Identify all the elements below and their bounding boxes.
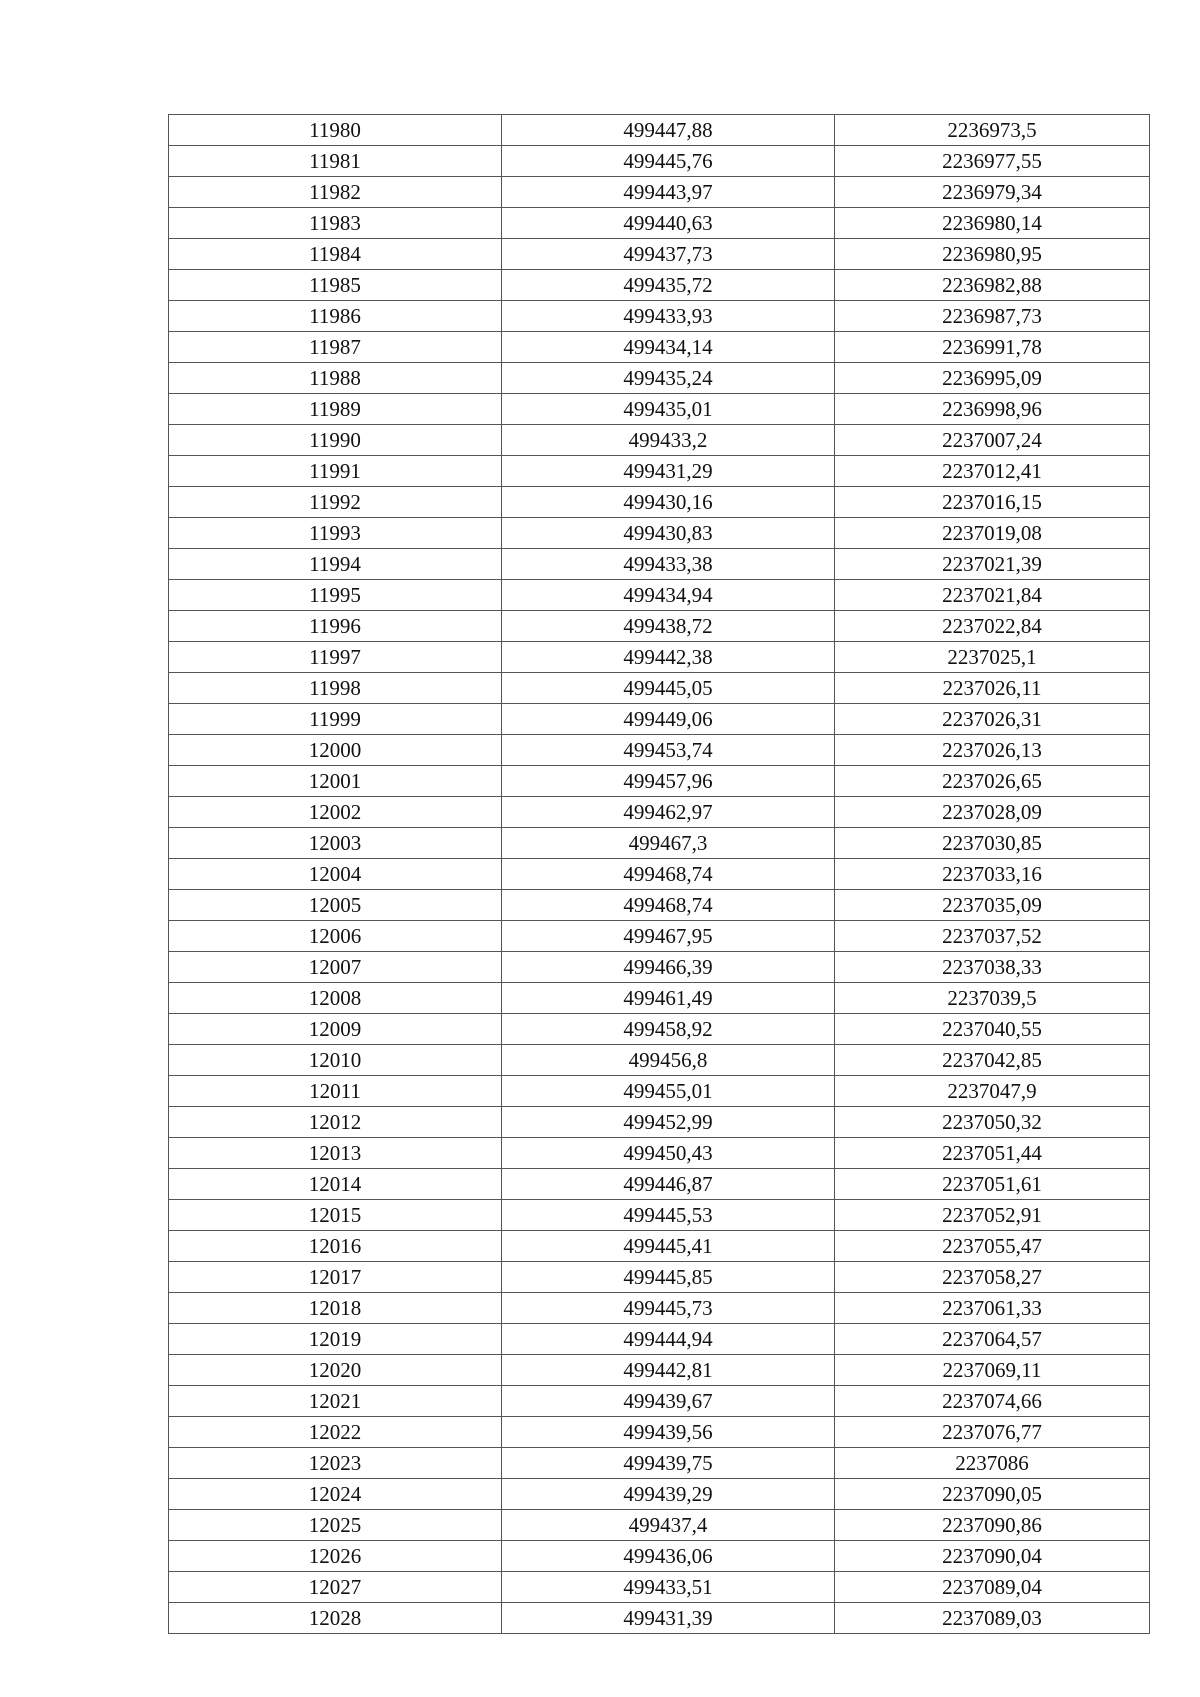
y-coordinate-cell: 2237086 (835, 1448, 1150, 1479)
table-row (169, 704, 1150, 735)
y-coordinate-cell: 2237026,65 (835, 766, 1150, 797)
table-row (169, 1448, 1150, 1479)
point-number-cell: 11982 (169, 177, 502, 208)
point-number-cell: 12012 (169, 1107, 502, 1138)
x-coordinate-cell: 499434,14 (502, 332, 835, 363)
table-row (169, 1603, 1150, 1634)
table-row (169, 952, 1150, 983)
y-coordinate-cell: 2236987,73 (835, 301, 1150, 332)
x-coordinate-cell: 499434,94 (502, 580, 835, 611)
x-coordinate-cell: 499438,72 (502, 611, 835, 642)
table-row (169, 1200, 1150, 1231)
y-coordinate-cell: 2237038,33 (835, 952, 1150, 983)
x-coordinate-cell: 499455,01 (502, 1076, 835, 1107)
x-coordinate-cell: 499468,74 (502, 859, 835, 890)
y-coordinate-cell: 2237030,85 (835, 828, 1150, 859)
x-coordinate-cell: 499442,38 (502, 642, 835, 673)
point-number-cell: 11990 (169, 425, 502, 456)
x-coordinate-cell: 499439,29 (502, 1479, 835, 1510)
table-row (169, 394, 1150, 425)
point-number-cell: 11981 (169, 146, 502, 177)
table-row (169, 890, 1150, 921)
table-row (169, 580, 1150, 611)
table-row (169, 177, 1150, 208)
table-row (169, 301, 1150, 332)
table-row (169, 1045, 1150, 1076)
y-coordinate-cell: 2237026,11 (835, 673, 1150, 704)
table-row (169, 1355, 1150, 1386)
table-row (169, 828, 1150, 859)
y-coordinate-cell: 2237026,31 (835, 704, 1150, 735)
point-number-cell: 11993 (169, 518, 502, 549)
point-number-cell: 11986 (169, 301, 502, 332)
x-coordinate-cell: 499445,85 (502, 1262, 835, 1293)
x-coordinate-cell: 499431,39 (502, 1603, 835, 1634)
point-number-cell: 11997 (169, 642, 502, 673)
y-coordinate-cell: 2237026,13 (835, 735, 1150, 766)
table-row (169, 1107, 1150, 1138)
x-coordinate-cell: 499446,87 (502, 1169, 835, 1200)
y-coordinate-cell: 2237055,47 (835, 1231, 1150, 1262)
y-coordinate-cell: 2236991,78 (835, 332, 1150, 363)
y-coordinate-cell: 2237069,11 (835, 1355, 1150, 1386)
y-coordinate-cell: 2236980,14 (835, 208, 1150, 239)
table-row (169, 983, 1150, 1014)
x-coordinate-cell: 499456,8 (502, 1045, 835, 1076)
x-coordinate-cell: 499452,99 (502, 1107, 835, 1138)
point-number-cell: 12009 (169, 1014, 502, 1045)
point-number-cell: 12000 (169, 735, 502, 766)
x-coordinate-cell: 499444,94 (502, 1324, 835, 1355)
point-number-cell: 11994 (169, 549, 502, 580)
point-number-cell: 12013 (169, 1138, 502, 1169)
table-row (169, 1417, 1150, 1448)
y-coordinate-cell: 2237074,66 (835, 1386, 1150, 1417)
y-coordinate-cell: 2237033,16 (835, 859, 1150, 890)
point-number-cell: 11991 (169, 456, 502, 487)
y-coordinate-cell: 2237025,1 (835, 642, 1150, 673)
x-coordinate-cell: 499433,38 (502, 549, 835, 580)
table-row (169, 859, 1150, 890)
y-coordinate-cell: 2237037,52 (835, 921, 1150, 952)
x-coordinate-cell: 499445,73 (502, 1293, 835, 1324)
table-row (169, 1169, 1150, 1200)
y-coordinate-cell: 2237064,57 (835, 1324, 1150, 1355)
y-coordinate-cell: 2237090,86 (835, 1510, 1150, 1541)
y-coordinate-cell: 2237090,05 (835, 1479, 1150, 1510)
point-number-cell: 12027 (169, 1572, 502, 1603)
point-number-cell: 12016 (169, 1231, 502, 1262)
table-row (169, 1386, 1150, 1417)
table-row (169, 1541, 1150, 1572)
y-coordinate-cell: 2237089,04 (835, 1572, 1150, 1603)
table-row (169, 332, 1150, 363)
y-coordinate-cell: 2237058,27 (835, 1262, 1150, 1293)
point-number-cell: 11987 (169, 332, 502, 363)
point-number-cell: 12022 (169, 1417, 502, 1448)
y-coordinate-cell: 2236982,88 (835, 270, 1150, 301)
point-number-cell: 12017 (169, 1262, 502, 1293)
point-number-cell: 11985 (169, 270, 502, 301)
point-number-cell: 12004 (169, 859, 502, 890)
x-coordinate-cell: 499435,01 (502, 394, 835, 425)
x-coordinate-cell: 499457,96 (502, 766, 835, 797)
x-coordinate-cell: 499433,93 (502, 301, 835, 332)
x-coordinate-cell: 499433,2 (502, 425, 835, 456)
table-row (169, 208, 1150, 239)
y-coordinate-cell: 2237050,32 (835, 1107, 1150, 1138)
y-coordinate-cell: 2237021,39 (835, 549, 1150, 580)
table-row (169, 797, 1150, 828)
table-row (169, 673, 1150, 704)
y-coordinate-cell: 2237042,85 (835, 1045, 1150, 1076)
coordinates-table-body (169, 115, 1150, 1634)
x-coordinate-cell: 499433,51 (502, 1572, 835, 1603)
point-number-cell: 12008 (169, 983, 502, 1014)
table-row (169, 1014, 1150, 1045)
table-row (169, 1510, 1150, 1541)
point-number-cell: 11980 (169, 115, 502, 146)
point-number-cell: 12026 (169, 1541, 502, 1572)
table-row (169, 115, 1150, 146)
x-coordinate-cell: 499442,81 (502, 1355, 835, 1386)
y-coordinate-cell: 2237039,5 (835, 983, 1150, 1014)
x-coordinate-cell: 499440,63 (502, 208, 835, 239)
x-coordinate-cell: 499466,39 (502, 952, 835, 983)
point-number-cell: 11999 (169, 704, 502, 735)
x-coordinate-cell: 499439,56 (502, 1417, 835, 1448)
point-number-cell: 12007 (169, 952, 502, 983)
point-number-cell: 11995 (169, 580, 502, 611)
y-coordinate-cell: 2236979,34 (835, 177, 1150, 208)
point-number-cell: 11998 (169, 673, 502, 704)
x-coordinate-cell: 499447,88 (502, 115, 835, 146)
x-coordinate-cell: 499458,92 (502, 1014, 835, 1045)
x-coordinate-cell: 499445,76 (502, 146, 835, 177)
y-coordinate-cell: 2237021,84 (835, 580, 1150, 611)
y-coordinate-cell: 2236973,5 (835, 115, 1150, 146)
table-row (169, 239, 1150, 270)
point-number-cell: 12003 (169, 828, 502, 859)
table-row (169, 1572, 1150, 1603)
point-number-cell: 12002 (169, 797, 502, 828)
x-coordinate-cell: 499445,05 (502, 673, 835, 704)
y-coordinate-cell: 2237061,33 (835, 1293, 1150, 1324)
y-coordinate-cell: 2237047,9 (835, 1076, 1150, 1107)
point-number-cell: 12025 (169, 1510, 502, 1541)
x-coordinate-cell: 499453,74 (502, 735, 835, 766)
point-number-cell: 12019 (169, 1324, 502, 1355)
y-coordinate-cell: 2237022,84 (835, 611, 1150, 642)
y-coordinate-cell: 2236977,55 (835, 146, 1150, 177)
point-number-cell: 11989 (169, 394, 502, 425)
point-number-cell: 12020 (169, 1355, 502, 1386)
x-coordinate-cell: 499439,75 (502, 1448, 835, 1479)
table-row (169, 735, 1150, 766)
x-coordinate-cell: 499431,29 (502, 456, 835, 487)
x-coordinate-cell: 499461,49 (502, 983, 835, 1014)
x-coordinate-cell: 499449,06 (502, 704, 835, 735)
table-row (169, 425, 1150, 456)
y-coordinate-cell: 2236998,96 (835, 394, 1150, 425)
table-row (169, 1324, 1150, 1355)
table-row (169, 642, 1150, 673)
point-number-cell: 12028 (169, 1603, 502, 1634)
y-coordinate-cell: 2236980,95 (835, 239, 1150, 270)
table-row (169, 518, 1150, 549)
y-coordinate-cell: 2237040,55 (835, 1014, 1150, 1045)
table-row (169, 1231, 1150, 1262)
x-coordinate-cell: 499436,06 (502, 1541, 835, 1572)
y-coordinate-cell: 2237090,04 (835, 1541, 1150, 1572)
point-number-cell: 11996 (169, 611, 502, 642)
table-row (169, 1076, 1150, 1107)
point-number-cell: 12010 (169, 1045, 502, 1076)
x-coordinate-cell: 499445,53 (502, 1200, 835, 1231)
table-row (169, 1262, 1150, 1293)
point-number-cell: 12018 (169, 1293, 502, 1324)
x-coordinate-cell: 499462,97 (502, 797, 835, 828)
table-row (169, 549, 1150, 580)
table-row (169, 1479, 1150, 1510)
y-coordinate-cell: 2237076,77 (835, 1417, 1150, 1448)
point-number-cell: 12014 (169, 1169, 502, 1200)
table-row (169, 1293, 1150, 1324)
table-row (169, 146, 1150, 177)
point-number-cell: 12021 (169, 1386, 502, 1417)
y-coordinate-cell: 2237007,24 (835, 425, 1150, 456)
table-row (169, 363, 1150, 394)
x-coordinate-cell: 499437,73 (502, 239, 835, 270)
y-coordinate-cell: 2236995,09 (835, 363, 1150, 394)
x-coordinate-cell: 499430,83 (502, 518, 835, 549)
table-row (169, 766, 1150, 797)
table-row (169, 270, 1150, 301)
y-coordinate-cell: 2237012,41 (835, 456, 1150, 487)
y-coordinate-cell: 2237089,03 (835, 1603, 1150, 1634)
point-number-cell: 11983 (169, 208, 502, 239)
point-number-cell: 11984 (169, 239, 502, 270)
point-number-cell: 12005 (169, 890, 502, 921)
x-coordinate-cell: 499450,43 (502, 1138, 835, 1169)
y-coordinate-cell: 2237051,61 (835, 1169, 1150, 1200)
point-number-cell: 12011 (169, 1076, 502, 1107)
x-coordinate-cell: 499467,3 (502, 828, 835, 859)
x-coordinate-cell: 499445,41 (502, 1231, 835, 1262)
x-coordinate-cell: 499437,4 (502, 1510, 835, 1541)
y-coordinate-cell: 2237052,91 (835, 1200, 1150, 1231)
coordinates-table (168, 114, 1150, 1634)
point-number-cell: 11992 (169, 487, 502, 518)
table-row (169, 456, 1150, 487)
point-number-cell: 11988 (169, 363, 502, 394)
x-coordinate-cell: 499435,24 (502, 363, 835, 394)
x-coordinate-cell: 499430,16 (502, 487, 835, 518)
point-number-cell: 12006 (169, 921, 502, 952)
point-number-cell: 12024 (169, 1479, 502, 1510)
x-coordinate-cell: 499439,67 (502, 1386, 835, 1417)
table-row (169, 487, 1150, 518)
point-number-cell: 12001 (169, 766, 502, 797)
y-coordinate-cell: 2237019,08 (835, 518, 1150, 549)
y-coordinate-cell: 2237016,15 (835, 487, 1150, 518)
table-row (169, 921, 1150, 952)
y-coordinate-cell: 2237051,44 (835, 1138, 1150, 1169)
table-row (169, 1138, 1150, 1169)
x-coordinate-cell: 499468,74 (502, 890, 835, 921)
x-coordinate-cell: 499443,97 (502, 177, 835, 208)
x-coordinate-cell: 499435,72 (502, 270, 835, 301)
y-coordinate-cell: 2237035,09 (835, 890, 1150, 921)
x-coordinate-cell: 499467,95 (502, 921, 835, 952)
table-row (169, 611, 1150, 642)
y-coordinate-cell: 2237028,09 (835, 797, 1150, 828)
point-number-cell: 12023 (169, 1448, 502, 1479)
point-number-cell: 12015 (169, 1200, 502, 1231)
